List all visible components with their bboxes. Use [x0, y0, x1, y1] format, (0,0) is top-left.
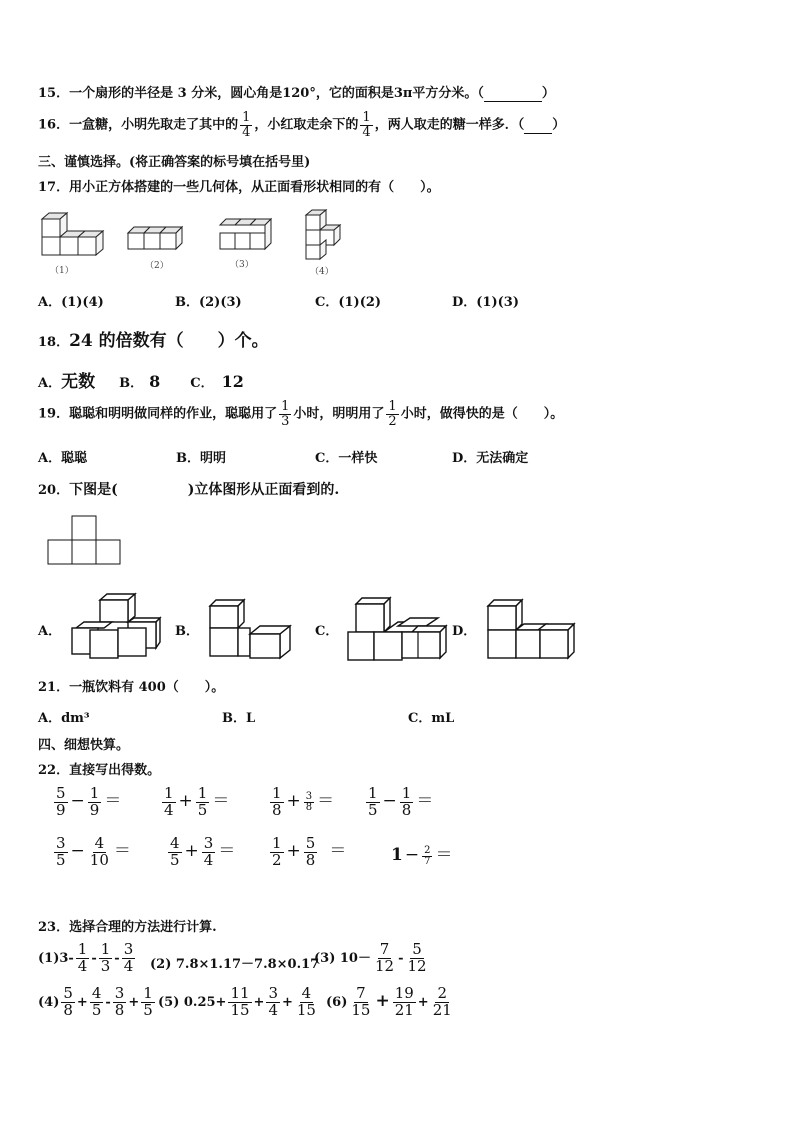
figure-caption: （1）	[50, 266, 74, 276]
question-16: 16．一盒糖，小明先取走了其中的 $\frac{1}{4}$ ，小红取走余下的 $\frac{1}{4}$ ，两人取走的糖一样多．（ ）	[38, 110, 566, 140]
question-number: 18．	[38, 335, 70, 350]
question-text: 一瓶饮料有 400（ ）。	[69, 680, 225, 695]
option-a[interactable]: A．聪聪	[38, 451, 88, 466]
cube-figure-3	[220, 219, 271, 249]
section-heading-4: 四、细想快算。	[38, 738, 130, 753]
figure-caption: （4）	[310, 267, 334, 277]
question-text: 直接写出得数。	[69, 763, 161, 778]
solid-figure-a	[72, 594, 160, 658]
question-number: 15．	[38, 86, 70, 101]
option-b[interactable]: B．明明	[176, 451, 226, 466]
fraction: $\frac{1}{3}$	[281, 399, 290, 429]
cube-figure-4	[306, 210, 340, 259]
fraction: $\frac{1}{4}$	[362, 110, 371, 140]
front-view-figure	[46, 514, 126, 570]
question-text: 一个扇形的半径是 3 分米，圆心角是120°，它的面积是3π平方分米。（	[69, 86, 484, 101]
fraction: $\frac{1}{4}$	[242, 110, 251, 140]
question-number: 16．	[38, 117, 70, 133]
question-text: 下图是( )立体图形从正面看到的.	[69, 482, 340, 498]
solid-figure-d	[488, 600, 574, 658]
expression: $\frac{5}{9}$ − $\frac{1}{9}$ ＝	[56, 784, 122, 819]
answer-blank[interactable]	[484, 86, 542, 102]
calc-problem-1: (1)3- $\frac{1}{4}$ - $\frac{1}{3}$ - $\frac{3}{4}$	[38, 940, 134, 975]
figure-caption: （2）	[145, 261, 169, 271]
question-text: 选择合理的方法进行计算.	[69, 920, 217, 935]
option-d[interactable]: D．	[452, 624, 477, 639]
solid-figures-q20	[68, 592, 588, 664]
calc-problem-3: (3) 10－ $\frac{7}{12}$ - $\frac{5}{12}$	[314, 940, 427, 975]
expression: $\frac{3}{5}$ − $\frac{4}{10}$ ＝	[56, 834, 131, 869]
option-d[interactable]: D．(1)(3)	[452, 295, 519, 310]
question-21	[38, 676, 224, 695]
option-a[interactable]: 无数	[61, 372, 96, 392]
question-number: 20．	[38, 483, 70, 498]
section-heading-3: 三、谨慎选择。(将正确答案的标号填在括号里)	[38, 155, 311, 170]
option-a[interactable]: A．dm³	[38, 711, 90, 726]
option-d[interactable]: D．无法确定	[452, 451, 529, 466]
option-b[interactable]: B．	[175, 624, 199, 639]
expression: $\frac{1}{8}$ + $\frac{3}{8}$ ＝	[272, 784, 335, 819]
fraction: $\frac{1}{2}$	[388, 399, 397, 429]
figure-caption: （3）	[230, 260, 254, 270]
question-20	[38, 479, 339, 499]
question-19: 19．聪聪和明明做同样的作业，聪聪用了 $\frac{1}{3}$ 小时，明明用了 $\frac{1}{2}$ 小时，做得快的是（ ）。	[38, 399, 564, 429]
expression: $\frac{1}{5}$ − $\frac{1}{8}$ ＝	[368, 784, 434, 819]
question-number: 19．	[38, 406, 70, 422]
option-b[interactable]: 8	[149, 372, 161, 391]
cube-figure-1	[42, 213, 103, 255]
option-c[interactable]: C．一样快	[315, 451, 378, 466]
calc-problem-4: (4) $\frac{5}{8}$ + $\frac{4}{5}$ - $\frac{3}{8}$ + $\frac{1}{5}$	[38, 984, 153, 1019]
question-number: 22．	[38, 763, 70, 778]
option-a[interactable]: A．	[38, 624, 62, 639]
question-text: 用小正方体搭建的一些几何体，从正面看形状相同的有（ ）。	[69, 180, 440, 195]
option-b[interactable]: B．(2)(3)	[175, 295, 242, 310]
calc-problem-6: (6) $\frac{7}{15}$ + $\frac{19}{21}$ + $\frac{2}{21}$	[326, 984, 452, 1019]
question-18	[38, 326, 269, 351]
solid-figure-c	[348, 598, 446, 660]
option-c[interactable]: C．(1)(2)	[315, 295, 382, 310]
question-text: 24 的倍数有（ ）个。	[69, 331, 269, 351]
answer-blank[interactable]	[524, 118, 552, 134]
solid-figure-b	[210, 600, 290, 658]
calc-problem-5: (5) 0.25+ $\frac{11}{15}$ + $\frac{3}{4}$ + $\frac{4}{15}$	[158, 984, 316, 1019]
expression: $\frac{1}{2}$ + $\frac{5}{8}$ ＝	[272, 834, 347, 869]
option-c[interactable]: C．	[315, 624, 339, 639]
option-b[interactable]: B．L	[222, 711, 256, 726]
calc-problem-2: (2) 7.8×1.17－7.8×0.17	[150, 957, 320, 972]
question-number: 17．	[38, 180, 70, 195]
cube-figure-2	[128, 227, 182, 249]
option-c[interactable]: C．mL	[408, 711, 455, 726]
expression: 1 − $\frac{2}{7}$ ＝	[391, 844, 453, 867]
question-number: 21．	[38, 680, 70, 695]
question-15: 15．一个扇形的半径是 3 分米，圆心角是120°，它的面积是3π平方分米。（ ）	[38, 86, 555, 101]
question-23	[38, 916, 217, 935]
expression: $\frac{4}{5}$ + $\frac{3}{4}$ ＝	[170, 834, 236, 869]
q18-options: A．无数 B． 8 C． 12	[38, 372, 244, 392]
option-a[interactable]: A．(1)(4)	[38, 295, 104, 310]
question-22	[38, 759, 160, 778]
question-number: 23．	[38, 920, 70, 935]
question-17	[38, 176, 440, 195]
option-c[interactable]: 12	[221, 372, 244, 391]
expression: $\frac{1}{4}$ + $\frac{1}{5}$ ＝	[164, 784, 230, 819]
